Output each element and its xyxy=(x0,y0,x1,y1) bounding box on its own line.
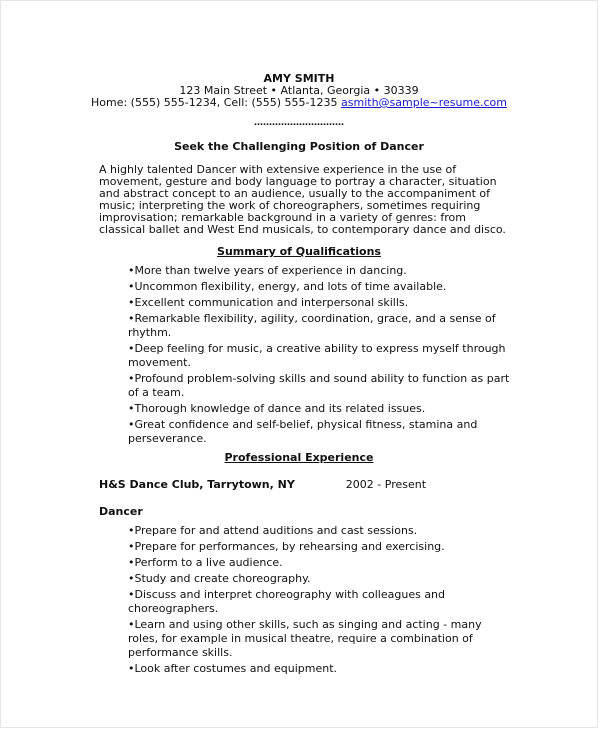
job-duty: •Learn and using other skills, such as singing and acting - many roles, for example in musical theatre, require a combination of performance skills. xyxy=(128,618,482,659)
summary-item: •Uncommon flexibility, energy, and lots of time available. xyxy=(128,280,447,293)
candidate-name: AMY SMITH xyxy=(263,72,335,85)
summary-item: •More than twelve years of experience in dancing. xyxy=(128,264,407,277)
job-duties xyxy=(1,524,597,676)
job-duty: •Prepare for and attend auditions and cast sessions. xyxy=(128,524,418,537)
address: 123 Main Street • Atlanta, Georgia • 30339 xyxy=(179,84,419,97)
phones: Home: (555) 555-1234, Cell: (555) 555-1235 xyxy=(91,96,338,109)
job-duty: •Study and create choreography. xyxy=(128,572,311,585)
job-duty: •Perform to a live audience. xyxy=(128,556,283,569)
job-header xyxy=(99,478,597,491)
summary-item: •Great confidence and self-belief, physical fitness, stamina and perseverance. xyxy=(128,418,478,445)
summary-item: •Profound problem-solving skills and sound ability to function as part of a team. xyxy=(128,372,510,399)
job-duty: •Prepare for performances, by rehearsing and exercising. xyxy=(128,540,445,553)
objective-text: A highly talented Dancer with extensive experience in the use of movement, gesture and body language to portray a character, situation and abstract concept to an audience, usually to the accompaniment of music; interpreting the work of choreographers, sometimes requiring improvisation; remarkable background in a variety of genres: from classical ballet and West End musicals, to contemporary dance and disco. xyxy=(99,163,506,236)
summary-item: •Deep feeling for music, a creative ability to express myself through movement. xyxy=(128,342,506,369)
contact-line xyxy=(1,97,597,109)
summary-list xyxy=(1,264,597,446)
summary-item: •Excellent communication and interpersonal skills. xyxy=(128,296,409,309)
job-role: Dancer xyxy=(99,505,143,518)
summary-item: •Thorough knowledge of dance and its related issues. xyxy=(128,402,426,415)
separator: ………………………… xyxy=(254,118,344,128)
summary-item: •Remarkable flexibility, agility, coordination, grace, and a sense of rhythm. xyxy=(128,312,496,339)
job-company: H&S Dance Club, Tarrytown, NY xyxy=(99,478,295,491)
email-link[interactable]: asmith@sample~resume.com xyxy=(341,96,507,109)
experience-title: Professional Experience xyxy=(224,451,374,464)
job-duty: •Discuss and interpret choreography with colleagues and choreographers. xyxy=(128,588,446,615)
summary-title: Summary of Qualifications xyxy=(217,245,381,258)
job-dates: 2002 - Present xyxy=(345,478,427,491)
job-duty: •Look after costumes and equipment. xyxy=(128,662,338,675)
objective-title: Seek the Challenging Position of Dancer xyxy=(174,140,424,153)
